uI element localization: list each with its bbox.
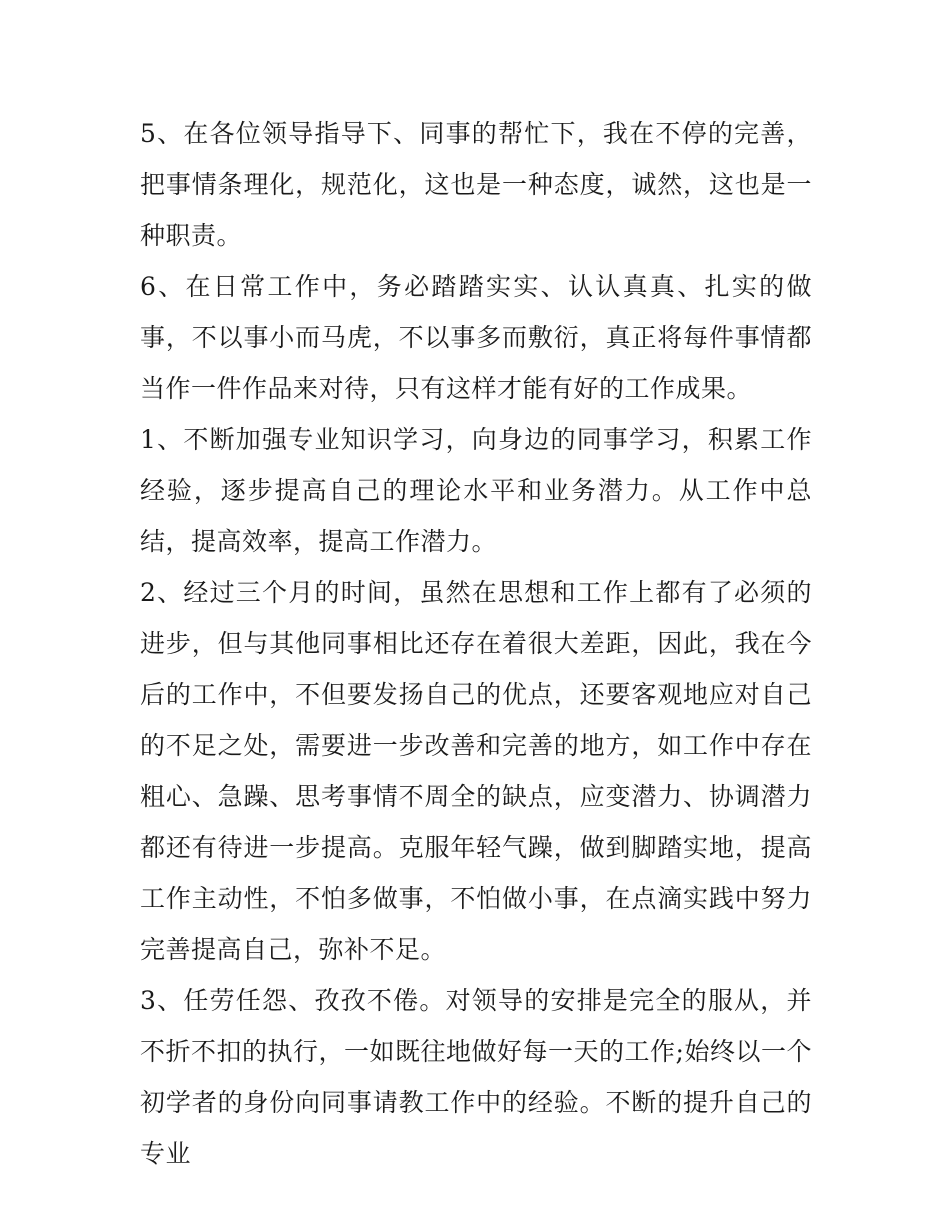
paragraph-item-6: 6、在日常工作中，务必踏踏实实、认认真真、扎实的做事，不以事小而马虎，不以事多而敷衍，真正将每件事情都当作一件作品来对待，只有这样才能有好的工作成果。: [140, 272, 812, 403]
document-body: [140, 108, 812, 1179]
paragraph-item-1: 1、不断加强专业知识学习，向身边的同事学习，积累工作经验，逐步提高自己的理论水平和业务潜力。从工作中总结，提高效率，提高工作潜力。: [140, 425, 812, 556]
paragraph-item-5: 5、在各位领导指导下、同事的帮忙下，我在不停的完善，把事情条理化，规范化，这也是一种态度，诚然，这也是一种职责。: [140, 119, 812, 250]
paragraph-item-3: 3、任劳任怨、孜孜不倦。对领导的安排是完全的服从，并不折不扣的执行，一如既往地做好每一天的工作;始终以一个初学者的身份向同事请教工作中的经验。不断的提升自己的专业: [140, 986, 812, 1168]
paragraph-item-2: 2、经过三个月的时间，虽然在思想和工作上都有了必须的进步，但与其他同事相比还存在着很大差距，因此，我在今后的工作中，不但要发扬自己的优点，还要客观地应对自己的不足之处，需要进一步改善和完善的地方，如工作中存在粗心、急躁、思考事情不周全的缺点，应变潜力、协调潜力都还有待进一步提高。克服年轻气躁，做到脚踏实地，提高工作主动性，不怕多做事，不怕做小事，在点滴实践中努力完善提高自己，弥补不足。: [140, 578, 812, 964]
